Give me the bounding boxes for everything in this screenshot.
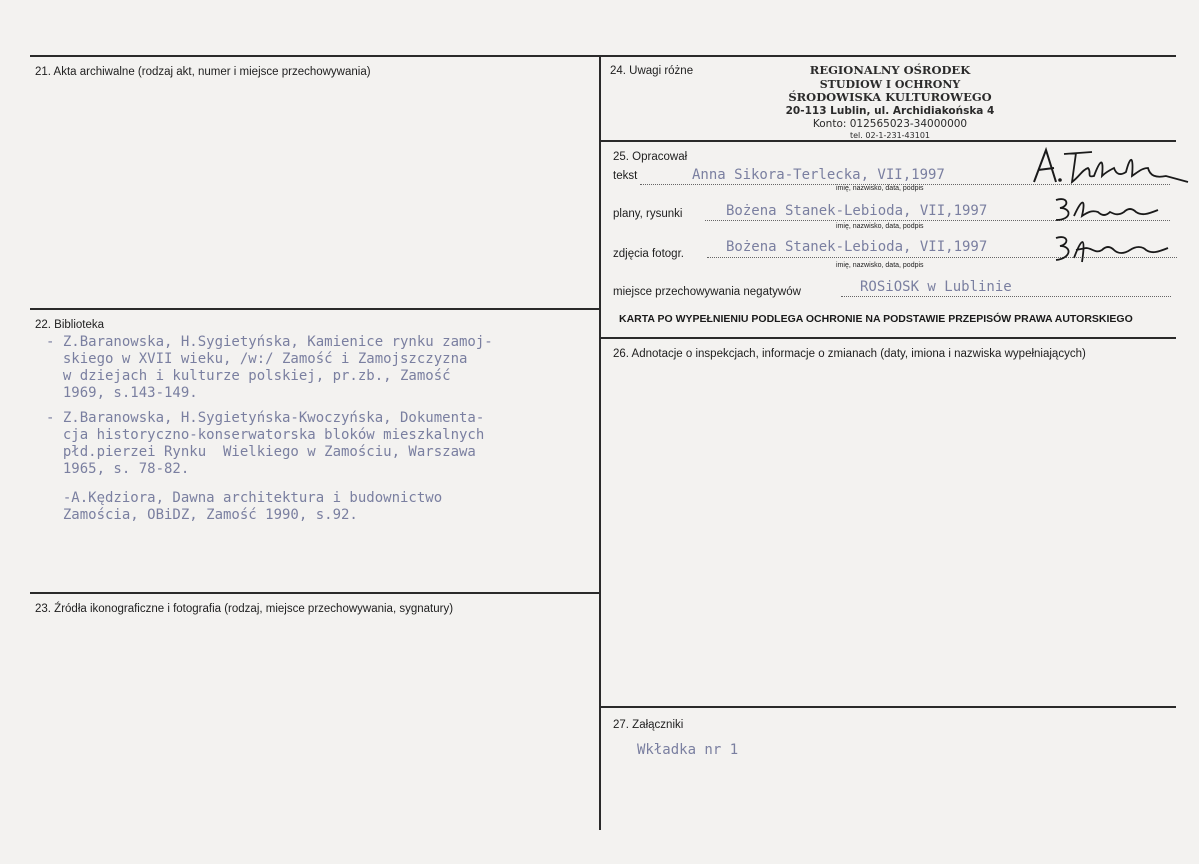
- bibliography-entry-2: - Z.Baranowska, H.Sygietyńska-Kwoczyńska, Dokumenta- cja historyczno-konserwatorska bloków mieszkalnych płd.pierzei Rynku Wielkiego w Zamościu, Warszawa 1965, s. 78-82.: [46, 410, 485, 477]
- signature-lebioda-1: [1052, 194, 1162, 224]
- text-author-value: Anna Sikora-Terlecka, VII,1997: [692, 167, 945, 183]
- institution-stamp: REGIONALNY OŚRODEK STUDIOW I OCHRONY ŚRODOWISKA KULTUROWEGO 20-113 Lublin, ul. Archidiakońska 4 Konto: 012565023-34000000 tel. 02-1-231-43101: [785, 63, 995, 138]
- photos-author-label: zdjęcia fotogr.: [613, 248, 684, 260]
- attachments-value: Wkładka nr 1: [637, 742, 739, 758]
- text-author-caption: imię, nazwisko, data, podpis: [836, 185, 924, 192]
- section-26-title: 26. Adnotacje o inspekcjach, informacje o zmianach (daty, imiona i nazwiska wypełniających): [613, 348, 1086, 360]
- top-rule: [30, 55, 1176, 57]
- section-21-title: 21. Akta archiwalne (rodzaj akt, numer i miejsce przechowywania): [35, 66, 371, 78]
- section-27-title: 27. Załączniki: [613, 719, 684, 731]
- rule-22-23: [30, 592, 600, 594]
- rule-25-26: [600, 337, 1176, 339]
- signature-lebioda-2: [1052, 232, 1172, 268]
- bibliography-entry-1: - Z.Baranowska, H.Sygietyńska, Kamienice rynku zamoj- skiego w XVII wieku, /w:/ Zamość i Zamojszczyzna w dziejach i kulturze polskiej, pr.zb., Zamość 1969, s.143-149.: [46, 334, 493, 401]
- section-24-title: 24. Uwagi różne: [610, 65, 694, 77]
- copyright-note: KARTA PO WYPEŁNIENIU PODLEGA OCHRONIE NA PODSTAWIE PRZEPISÓW PRAWA AUTORSKIEGO: [619, 313, 1133, 325]
- section-23-title: 23. Źródła ikonograficzne i fotografia (rodzaj, miejsce przechowywania, sygnatury): [35, 603, 454, 615]
- rule-24-25: [600, 140, 1176, 142]
- section-25-title: 25. Opracował: [613, 151, 688, 163]
- center-divider: [599, 55, 601, 830]
- signature-terlecka: [1030, 146, 1190, 186]
- photos-author-caption: imię, nazwisko, data, podpis: [836, 262, 924, 269]
- bibliography-entry-3: -A.Kędziora, Dawna architektura i budownictwo Zamościa, OBiDZ, Zamość 1990, s.92.: [46, 490, 443, 523]
- negatives-value: ROSiOSK w Lublinie: [860, 279, 1012, 295]
- negatives-line: [841, 296, 1171, 297]
- rule-21-22: [30, 308, 600, 310]
- section-22-title: 22. Biblioteka: [35, 319, 105, 331]
- drawings-author-caption: imię, nazwisko, data, podpis: [836, 223, 924, 230]
- negatives-label: miejsce przechowywania negatywów: [613, 286, 801, 298]
- drawings-author-value: Bożena Stanek-Lebioda, VII,1997: [726, 203, 988, 219]
- drawings-author-label: plany, rysunki: [613, 208, 683, 220]
- rule-26-27: [600, 706, 1176, 708]
- text-author-label: tekst: [613, 170, 638, 182]
- photos-author-value: Bożena Stanek-Lebioda, VII,1997: [726, 239, 988, 255]
